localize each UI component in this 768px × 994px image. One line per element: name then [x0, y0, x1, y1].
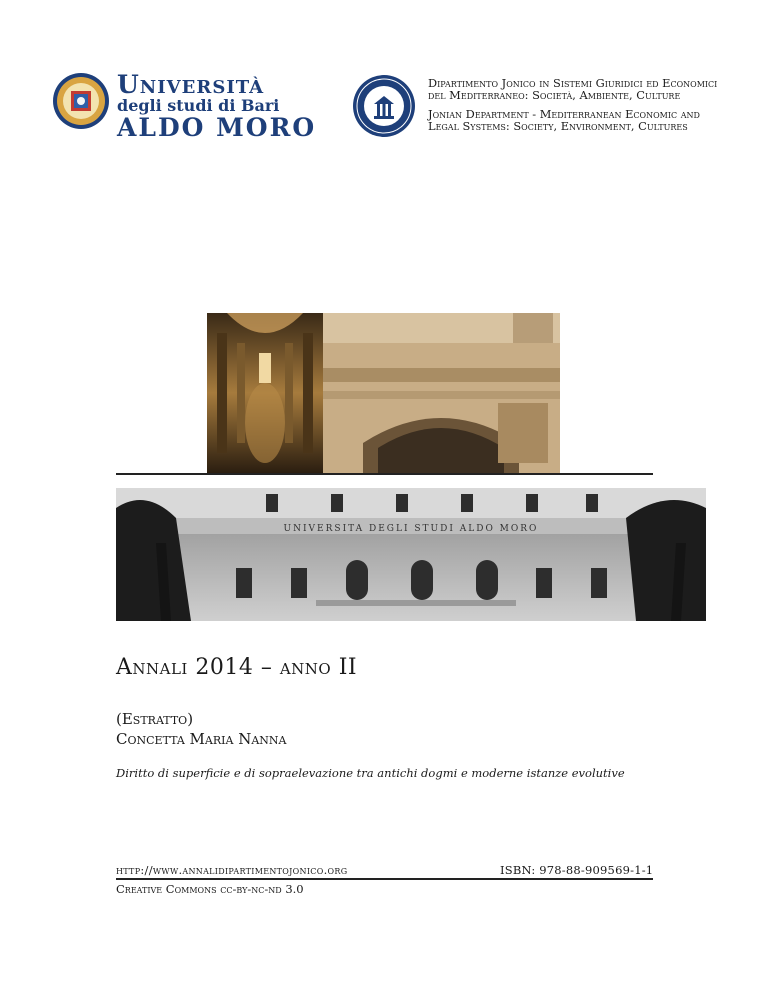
- facade-photo: [323, 313, 560, 473]
- author-name: Concetta Maria Nanna: [116, 730, 287, 748]
- department-seal-icon: [352, 74, 416, 138]
- department-name-italian: [428, 77, 717, 101]
- department-it-line2: del Mediterraneo: Società, Ambiente, Culture: [428, 88, 681, 102]
- paper-title: Diritto di superficie e di sopraelevazione tra antichi dogmi e moderne istanze evolutive: [116, 766, 625, 780]
- building-sign-text: UNIVERSITA DEGLI STUDI ALDO MORO: [283, 524, 539, 534]
- annali-title: Annali 2014 – anno II: [116, 655, 358, 680]
- isbn-number: ISBN: 978-88-909569-1-1: [500, 863, 654, 877]
- university-name-line3: ALDO MORO: [117, 113, 317, 142]
- bottom-divider: [116, 878, 653, 880]
- estratto-label: (Estratto): [116, 710, 194, 728]
- department-en-line2: Legal Systems: Society, Environment, Cultures: [428, 119, 688, 133]
- university-seal-icon: [52, 72, 110, 130]
- top-divider: [116, 473, 653, 475]
- department-name-english: [428, 108, 700, 132]
- university-name-line2: degli studi di Bari: [117, 96, 280, 115]
- university-name-line1: Università: [117, 70, 265, 99]
- university-building-photo: [116, 488, 706, 621]
- corridor-photo: [207, 313, 323, 473]
- website-link[interactable]: http://www.annalidipartimentojonico.org: [116, 863, 348, 877]
- license-text: Creative Commons cc-by-nc-nd 3.0: [116, 882, 304, 896]
- department-it-line1: Dipartimento Jonico in Sistemi Giuridici ed Economici: [428, 76, 718, 90]
- department-en-line1: Jonian Department - Mediterranean Economic and: [428, 107, 700, 121]
- university-name: [117, 72, 316, 140]
